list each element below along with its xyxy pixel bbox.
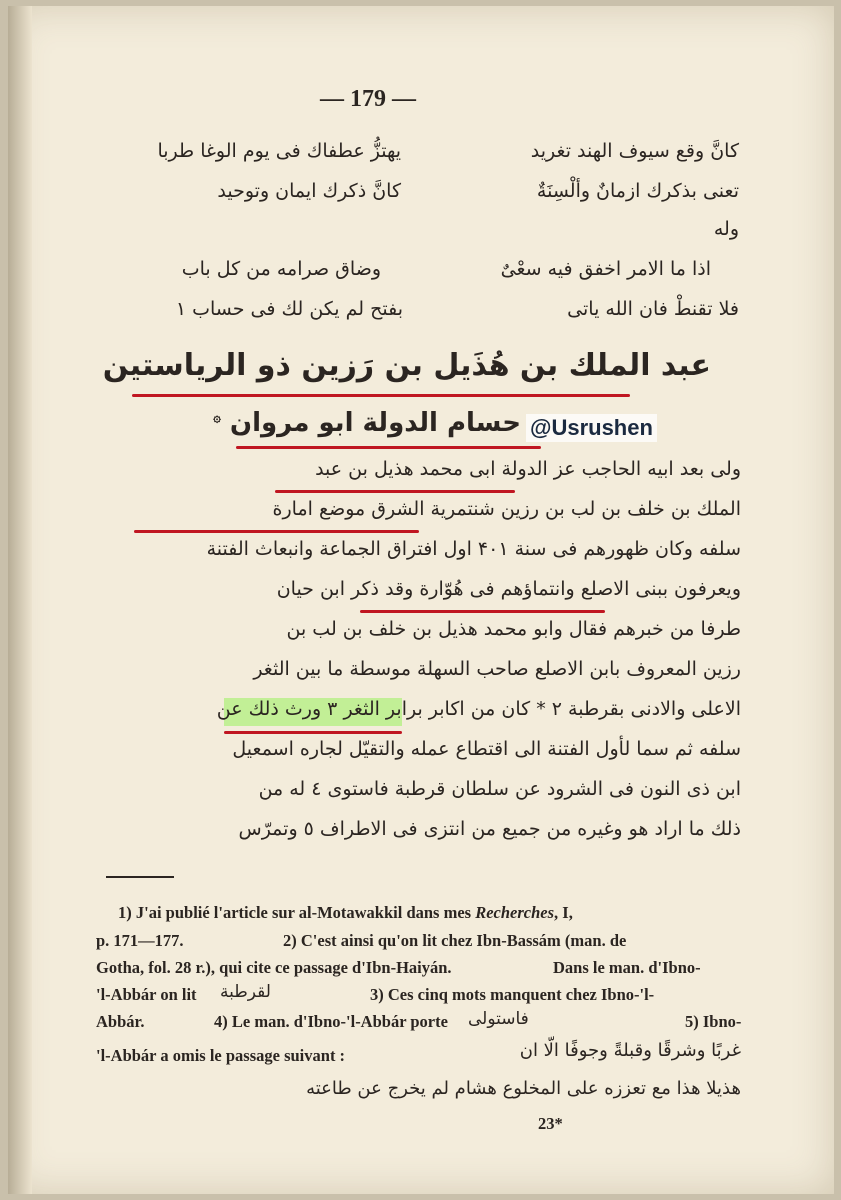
verse1-line1-left-hemistich: يهتزُّ عطفاك فى يوم الوغا طربا [157, 140, 401, 162]
body-line-1: ولى بعد ابيه الحاجب عز الدولة ابى محمد هذيل بن عبد [315, 458, 741, 480]
red-underline-heading1 [132, 394, 630, 397]
watermark-handle: @Usrushen [526, 414, 657, 442]
footnote-1-vol: , I, [554, 903, 573, 922]
verse2-line1-right-hemistich: اذا ما الامر اخفق فيه سعْىٌ [500, 258, 711, 280]
verse1-line1-right-hemistich: كانَّ وقع سيوف الهند تغريد [530, 140, 739, 162]
red-underline-heading2 [236, 446, 541, 449]
verse1-line2-left-hemistich: كانَّ ذكرك ايمان وتوحيد [217, 180, 401, 202]
footnote-1-pages: p. 171—177. [96, 931, 184, 950]
footnote-rule [106, 876, 174, 878]
footnote-4-text: 4) Le man. d'Ibno-'l-Abbár porte [214, 1012, 448, 1031]
chapter-heading-title-text: حسام الدولة ابو مروان [229, 408, 521, 438]
footnote-line-2 [96, 931, 184, 951]
red-underline-line4 [360, 610, 605, 613]
footnote-line-5a: Abbár. [96, 1012, 145, 1031]
chapter-heading-title [213, 408, 521, 438]
verse2-line2-left-hemistich: بفتح لم يكن لك فى حساب ١ [175, 298, 403, 320]
footnote-line-4a: 'l-Abbár on lit [96, 985, 197, 1004]
red-underline-highlight [224, 731, 402, 734]
body-line-3: سلفه وكان ظهورهم فى سنة ۴۰۱ اول افتراق الجماعة وانبعاث الفتنة [206, 538, 741, 560]
red-underline-line2 [134, 530, 419, 533]
page-number: — 179 — [320, 86, 416, 112]
body-line-7-start: الاعلى والادنى بقرطبة ٢ * [536, 698, 741, 720]
page-gutter [8, 6, 32, 1194]
verse2-line1-left-hemistich: وضاق صرامه من كل باب [181, 258, 381, 280]
red-underline-line1 [275, 490, 515, 493]
body-line-5: طرفا من خبرهم فقال وابو محمد هذيل بن خلف بن لب بن [286, 618, 741, 640]
verse-intro-wa-lahu: وله [713, 218, 739, 240]
footnote-3-text: 3) Ces cinq mots manquent chez Ibno-'l- [370, 985, 655, 1004]
body-line-9: ابن ذى النون فى الشرود عن سلطان قرطبة فاستوى ٤ له من [258, 778, 741, 800]
footnote-arabic-line-1: غربًا وشرقًا وقبلةً وجوفًا الّا ان [519, 1040, 741, 1061]
body-line-7-end: ٣ ورث ذلك عن [216, 698, 338, 720]
footnote-line-1 [118, 903, 573, 923]
body-line-7 [217, 698, 741, 720]
printer-signature: 23* [538, 1114, 563, 1133]
footnote-arabic-qurtuba: لقرطبة [220, 982, 271, 1002]
footnote-arabic-line-2: هذيلا هذا مع تعززه على المخلوع هشام لم يخرج عن طاعته [306, 1078, 741, 1099]
highlighted-phrase: كان من اكابر برابر الثغر [343, 698, 531, 720]
footnote-arabic-fastawla: فاستولى [468, 1009, 529, 1029]
footnote-line-6a: 'l-Abbár a omis le passage suivant : [96, 1046, 346, 1065]
heading-mark: ۞ [213, 410, 221, 426]
verse2-line2-right-hemistich: فلا تقنطْ فان الله ياتى [567, 298, 739, 320]
footnote-1-title: Recherches [475, 903, 555, 922]
footnote-line-3b: Dans le man. d'Ibno- [553, 958, 701, 977]
body-line-4: ويعرفون ببنى الاصلع وانتماؤهم فى هُوّارة وقد ذكر ابن حيان [276, 578, 741, 600]
footnote-5-label: 5) Ibno- [685, 1012, 742, 1031]
footnote-1-text: 1) J'ai publié l'article sur al-Motawakkil dans mes [118, 903, 472, 922]
footnote-2-text: 2) C'est ainsi qu'on lit chez Ibn-Bassám (man. de [283, 931, 627, 950]
chapter-heading-name: عبد الملك بن هُذَيل بن رَزين ذو الرياستين [102, 348, 711, 383]
body-line-2: الملك بن خلف بن لب بن رزين شنتمرية الشرق موضع امارة [272, 498, 741, 520]
verse1-line2-right-hemistich: تعنى بذكرك ازمانٌ وألْسِنَةٌ [536, 180, 739, 202]
body-line-8: سلفه ثم سما لأول الفتنة الى اقتطاع عمله والتقيّل لجاره اسمعيل [232, 738, 741, 760]
body-line-6: رزين المعروف بابن الاصلع صاحب السهلة موسطة ما بين الثغر [253, 658, 741, 680]
footnote-line-3a: Gotha, fol. 28 r.), qui cite ce passage d'Ibn-Haiyán. [96, 958, 452, 977]
body-line-10: ذلك ما اراد هو وغيره من جميع من انتزى فى الاطراف ٥ وتمرّس [238, 818, 741, 840]
